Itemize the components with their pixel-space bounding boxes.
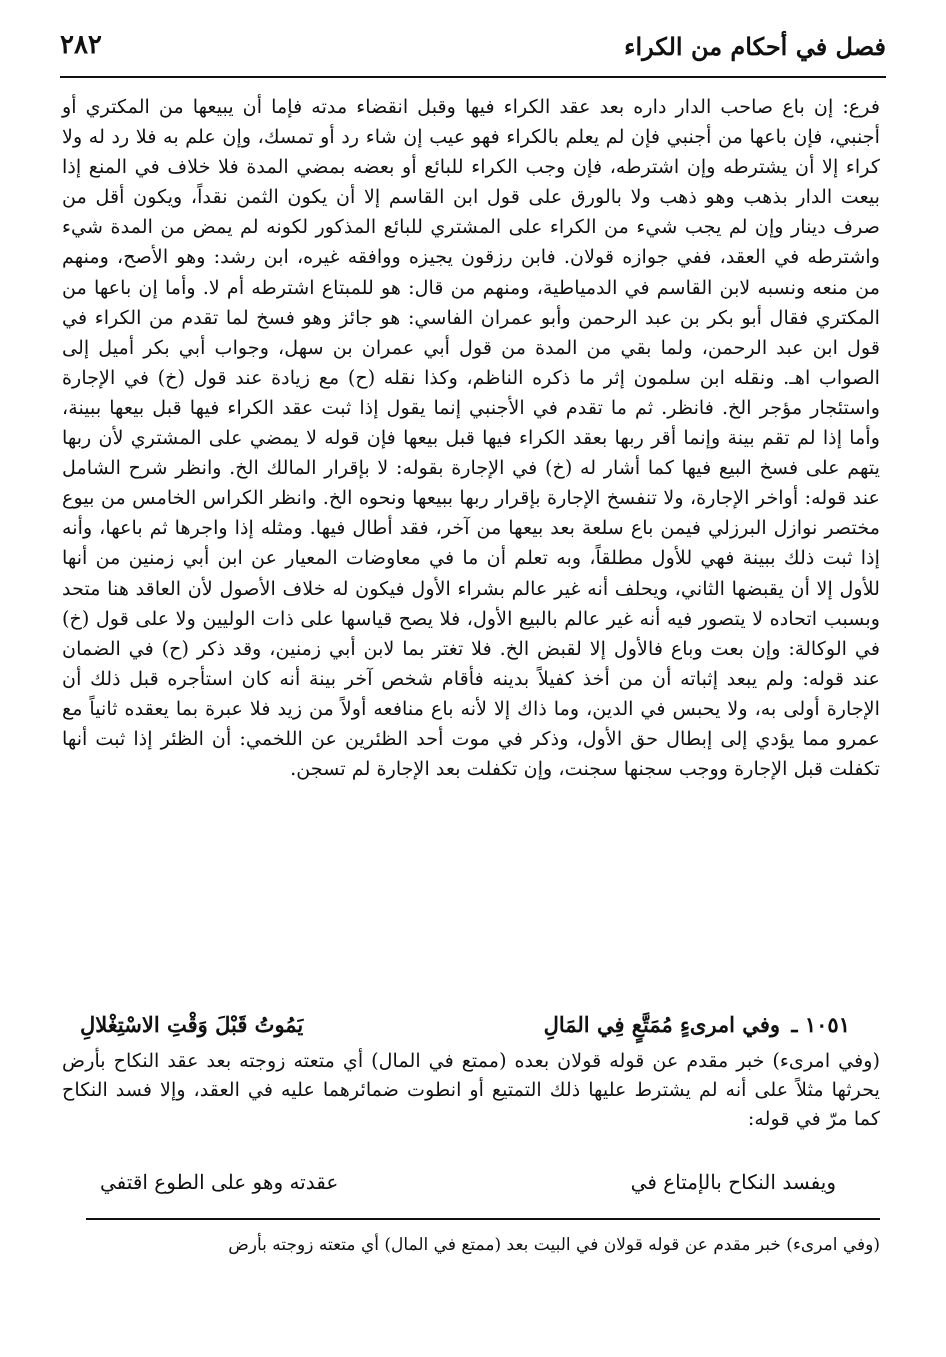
commentary-block	[62, 1046, 880, 1133]
verse-number: ١٠٥١ ـ	[791, 1012, 850, 1037]
verse-second-hemistich: يَمُوتُ قَبْلَ وَقْتِ الاسْتِغْلالِ	[80, 1012, 304, 1037]
main-paragraph: فرع: إن باع صاحب الدار داره بعد عقد الكراء فيها وقبل انقضاء مدته فإما أن يبيعها من المكتري أو أجنبي، فإن باعها من أجنبي فإن لم يعلم بالكراء فهو عيب إن شاء رد أو تمسك، وإن علم به فلا رد له ولا كراء إلا أن يشترطه وإن اشترطه، فإن وجب الكراء للبائع أو بعضه بمضي المدة فلا خلاف في المنع إذا بيعت الدار بذهب وهو ذهب ولا بالورق على قول ابن القاسم إلا أن يكون الثمن نقداً، ويكون أقل من صرف دينار وإن لم يجب شيء من الكراء على المشتري للبائع المذكور لكونه لم يمض من المدة شيء واشترطه في العقد، ففي جوازه قولان. فابن رزقون يجيزه ووافقه غيره، ابن رشد: وهو الأصح، ومنهم من منعه ونسبه لابن القاسم في الدمياطية، ومنهم من قال: هو للمبتاع اشترطه أم لا. وأما إن باعها من المكتري فقال أبو بكر بن عبد الرحمن وأبو عمران الفاسي: هو جائز وهو فسخ لما تقدم من الكراء في قول ابن عبد الرحمن، ولما بقي من المدة من قول أبي عمران بن سهل، وجواب أبي بكر أميل إلى الصواب اهـ. ونقله ابن سلمون إثر ما ذكره الناظم، وكذا نقله (ح) مع زيادة عند قول (خ) في الإجارة واستئجار مؤجر الخ. فانظر. ثم ما تقدم في الأجنبي إنما يقول إذا ثبت عقد الكراء فيها قبل بيعها ببينة، وأما إذا لم تقم بينة وإنما أقر ربها بعقد الكراء فيها قبل بيعها فإن قوله لا يمضي على المشتري لأن ربها يتهم على فسخ البيع فيها كما أشار له (خ) في الإجارة بقوله: لا بإقرار المالك الخ. وانظر شرح الشامل عند قوله: أواخر الإجارة، ولا تنفسخ الإجارة بإقرار ربها ببيعها ونحوه الخ. وانظر الكراس الخامس من بيوع مختصر نوازل البرزلي فيمن باع سلعة بعد بيعها من آخر، فقد أطال فيها. ومثله إذا واجرها ثم باعها، وأنه إذا ثبت ذلك ببينة فهي للأول مطلقاً، وبه تعلم أن ما في معاوضات المعيار عن ابن أبي زمنين من أنها للأول إلا أن يقبضها الثاني، ويحلف أنه غير عالم بشراء الأول فيكون له خلاف الأصول لأن العاقد هنا متحد وبسبب اتحاده لا يتصور فيه أنه غير عالم بالبيع الأول، فلا يصح قياسها على ذات الوليين ولا على قول (خ) في الوكالة: وإن بعت وباع فالأول إلا لقبض الخ. فلا تغتر بما لابن أبي زمنين، وقد ذكر (ح) في الضمان عند قوله: ولم يبعد إثباته أن من أخذ كفيلاً بدينه فأقام شخص آخر بينة أنه كان استأجره قبل ذلك أن الإجارة أولى به، ولا يحبس في الدين، وما ذاك إلا لأنه باع منافعه أولاً من زيد فلا عبرة بما يعقده ثانياً مع عمرو مما يؤدي إلى إبطال حق الأول، وذكر في موت أحد الظئرين عن اللخمي: أن الظئر إذا ثبت أنها تكفلت قبل الإجارة ووجب سجنها سجنت، وإن تكفلت بعد الإجارة لم تسجن.	[62, 95, 880, 781]
verse-line	[80, 1012, 850, 1048]
main-text-block	[62, 92, 880, 784]
page-number: ٢٨٢	[60, 30, 102, 60]
verse-first-hemistich: وفي امرىءٍ مُمَتَّعٍ فِي المَالِ	[543, 1012, 780, 1037]
footnote-divider	[86, 1218, 880, 1220]
commentary-paragraph: (وفي امرىء) خبر مقدم عن قوله قولان بعده (ممتع في المال) أي متعته زوجته بعد عقد النكاح بأرض يحرثها مثلاً على أنه لم يشترط عليها ذلك التمتيع أو انطوت ضمائرهما عليه في العقد، وإلا فسد النكاح كما مرّ في قوله:	[62, 1049, 880, 1130]
running-title: فصل في أحكام من الكراء	[624, 32, 886, 61]
footnote: (وفي امرىء) خبر مقدم عن قوله قولان في البيت بعد (ممتع في المال) أي متعته زوجته بأرض	[228, 1235, 880, 1255]
quoted-verse-second-hemistich: عقدته وهو على الطوع اقتفي	[100, 1170, 339, 1194]
quoted-verse-first-hemistich: ويفسد النكاح بالإمتاع في	[630, 1170, 836, 1194]
header-divider	[60, 76, 886, 78]
page-header	[60, 28, 886, 78]
quoted-verse	[100, 1170, 836, 1204]
